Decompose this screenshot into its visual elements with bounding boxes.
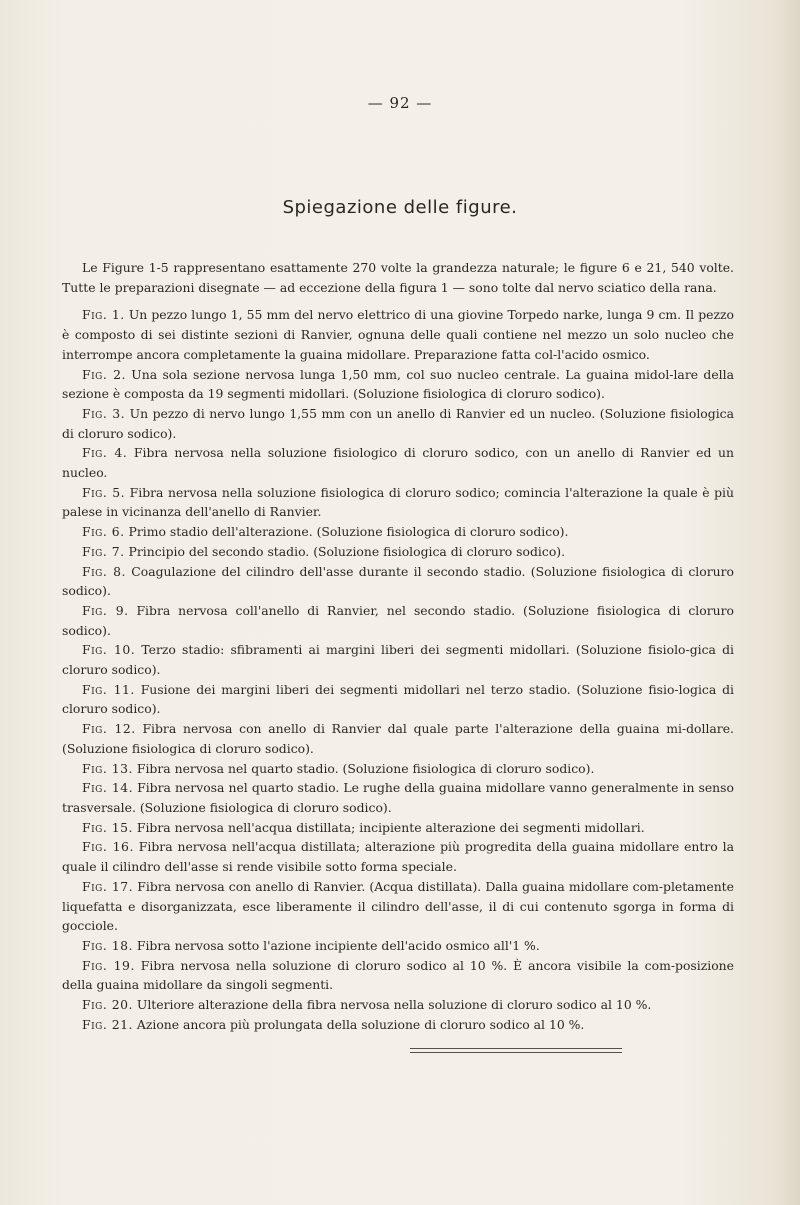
figure-caption: [62, 365, 734, 404]
figure-label: Fig. 14.: [82, 780, 134, 796]
figure-label: Fig. 11.: [82, 681, 135, 697]
figure-caption: [62, 305, 734, 364]
page-title: Spiegazione delle figure.: [282, 197, 518, 218]
page-number: — 92 —: [367, 94, 433, 112]
figure-text: Fusione dei margini liberi dei segmenti midollari nel terzo stadio. (Soluzione fisio-logica di cloruro sodico).: [62, 681, 734, 717]
figure-label: Fig. 7.: [82, 543, 125, 559]
figure-text: Primo stadio dell'alterazione. (Soluzione fisiologica di cloruro sodico).: [124, 524, 569, 540]
figure-label: Fig. 6.: [82, 524, 125, 540]
figure-label: Fig. 12.: [82, 721, 136, 737]
figure-label: Fig. 21.: [82, 1016, 133, 1032]
figure-text: Fibra nervosa nella soluzione fisiologica di cloruro sodico; comincia l'alterazione la quale è più palese in vicinanza dell'anello di Ranvier.: [62, 484, 734, 520]
figure-label: Fig. 9.: [82, 602, 129, 618]
figure-text: Terzo stadio: sfibramenti ai margini liberi dei segmenti midollari. (Soluzione fisiolo-gica di cloruro sodico).: [62, 642, 734, 678]
figure-label: Fig. 16.: [82, 839, 134, 855]
intro-paragraph: Le Figure 1-5 rappresentano esattamente 270 volte la grandezza naturale; le figure 6 e 21, 540 volte. Tutte le preparazioni disegnate — ad eccezione della figura 1 — sono tolte dal nervo sciatico della rana.: [62, 260, 734, 295]
figure-text: Fibra nervosa nella soluzione di cloruro sodico al 10 %. È ancora visibile la com-posizione della guaina midollare da singoli segmenti.: [62, 957, 734, 993]
figure-caption: [62, 1015, 734, 1035]
figure-label: Fig. 18.: [82, 937, 133, 953]
figure-caption: [62, 778, 734, 817]
figure-text: Fibra nervosa sotto l'azione incipiente dell'acido osmico all'1 %.: [132, 937, 540, 953]
figure-label: Fig. 17.: [82, 878, 134, 894]
figure-caption: [62, 522, 734, 542]
figure-text: Una sola sezione nervosa lunga 1,50 mm, col suo nucleo centrale. La guaina midol-lare della sezione è composta da 19 segmenti midollari. (Soluzione fisiologica di cloruro sodico).: [62, 366, 734, 402]
end-rule-bottom: [410, 1052, 622, 1053]
end-rule-top: [410, 1048, 622, 1049]
figure-text: Fibra nervosa coll'anello di Ranvier, nel secondo stadio. (Soluzione fisiologica di cloruro sodico).: [62, 602, 734, 638]
figure-label: Fig. 2.: [82, 366, 126, 382]
figure-label: Fig. 19.: [82, 957, 135, 973]
figure-caption: [62, 877, 734, 936]
figure-label: Fig. 8.: [82, 563, 126, 579]
figure-label: Fig. 1.: [82, 307, 125, 323]
figure-label: Fig. 5.: [82, 484, 126, 500]
figure-text: Un pezzo lungo 1, 55 mm del nervo elettrico di una giovine Torpedo narke, lunga 9 cm. Il pezzo è composto di sei distinte sezioni di Ranvier, ognuna delle quali contiene nel mezzo un solo nucleo che interrompe ancora completamente la guaina midollare. Preparazione fatta col-l'acido osmico.: [62, 307, 734, 362]
figure-caption: [62, 995, 734, 1015]
figure-caption: [62, 542, 734, 562]
figure-text: Principio del secondo stadio. (Soluzione fisiologica di cloruro sodico).: [124, 543, 566, 559]
figure-caption: [62, 404, 734, 443]
figure-caption: [62, 562, 734, 601]
figure-text: Fibra nervosa nell'acqua distillata; incipiente alterazione dei segmenti midollari.: [132, 819, 645, 835]
figure-caption: [62, 601, 734, 640]
figure-text: Ulteriore alterazione della fibra nervosa nella soluzione di cloruro sodico al 10 %.: [132, 997, 652, 1013]
figure-label: Fig. 13.: [82, 760, 133, 776]
figure-caption: [62, 640, 734, 679]
figure-caption: [62, 837, 734, 876]
figure-text: Coagulazione del cilindro dell'asse durante il secondo stadio. (Soluzione fisiologica di cloruro sodico).: [62, 563, 734, 599]
figure-text: Fibra nervosa nel quarto stadio. Le rughe della guaina midollare vanno generalmente in senso trasversale. (Soluzione fisiologica di cloruro sodico).: [62, 780, 734, 815]
figure-text: Un pezzo di nervo lungo 1,55 mm con un anello di Ranvier ed un nucleo. (Soluzione fisiologica di cloruro sodico).: [62, 405, 734, 441]
figure-list: [62, 305, 734, 1034]
figure-label: Fig. 15.: [82, 819, 133, 835]
figure-caption: [62, 936, 734, 956]
figure-caption: [62, 759, 734, 779]
figure-text: Fibra nervosa nell'acqua distillata; alterazione più progredita della guaina midollare entro la quale il cilindro dell'asse si rende visibile sotto forma speciale.: [62, 839, 734, 875]
figure-text: Fibra nervosa con anello di Ranvier. (Acqua distillata). Dalla guaina midollare com-pletamente liquefatta e disorganizzata, esce liberamente il cilindro dell'asse, il di cui contenuto sgorga in forma di gocciole.: [62, 878, 734, 934]
figure-caption: [62, 719, 734, 758]
figure-label: Fig. 10.: [82, 642, 136, 658]
figure-caption: [62, 956, 734, 995]
figure-text: Fibra nervosa con anello di Ranvier dal quale parte l'alterazione della guaina mi-dollare. (Soluzione fisiologica di cloruro sodico).: [62, 721, 734, 756]
figure-label: Fig. 3.: [82, 405, 126, 421]
figure-caption: [62, 818, 734, 838]
figure-caption: [62, 483, 734, 522]
figure-label: Fig. 4.: [82, 445, 128, 461]
figure-text: Fibra nervosa nella soluzione fisiologico di cloruro sodico, con un anello di Ranvier ed un nucleo.: [62, 445, 735, 481]
body-text: [62, 258, 734, 1034]
figure-text: Azione ancora più prolungata della soluzione di cloruro sodico al 10 %.: [132, 1016, 585, 1032]
figure-label: Fig. 20.: [82, 997, 133, 1013]
figure-caption: [62, 443, 734, 482]
figure-caption: [62, 680, 734, 719]
figure-text: Fibra nervosa nel quarto stadio. (Soluzione fisiologica di cloruro sodico).: [132, 760, 595, 776]
